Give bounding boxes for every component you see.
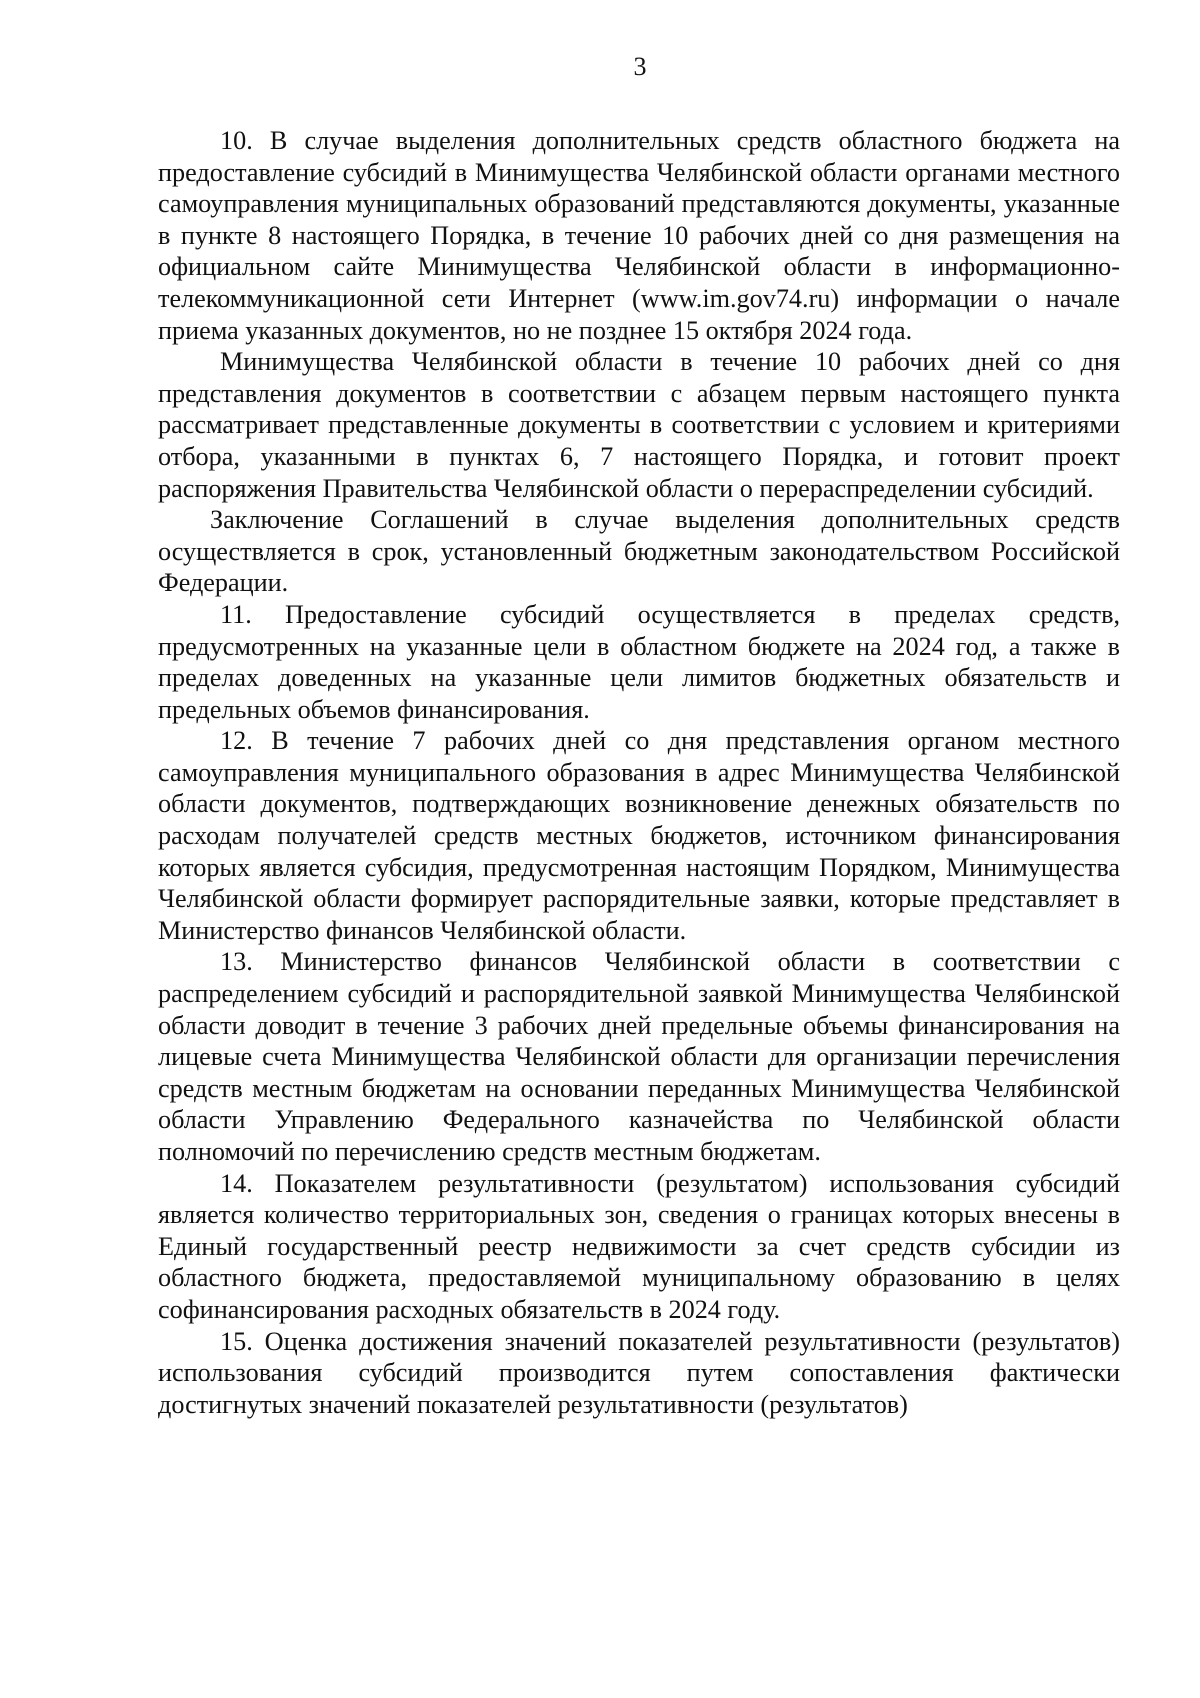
paragraph-10: 10. В случае выделения дополнительных средств областного бюджета на предоставление субсидий в Минимущества Челябинской области органами местного самоуправления муниципальных образований представляются документы, указанные в пункте 8 настоящего Порядка, в течение 10 рабочих дней со дня размещения на официальном сайте Минимущества Челябинской области в информационно-телекоммуникационной сети Интернет (www.im.gov74.ru) информации о начале приема указанных документов, но не позднее 15 октября 2024 года. (158, 126, 1120, 345)
page-number: 3 (633, 52, 647, 81)
paragraph-10-review: Минимущества Челябинской области в течение 10 рабочих дней со дня представления документов в соответствии с абзацем первым настоящего пункта рассматривает представленные документы в соответствии с условием и критериями отбора, указанными в пунктах 6, 7 настоящего Порядка, и готовит проект распоряжения Правительства Челябинской области о перераспределении субсидий. (158, 347, 1120, 503)
paragraph-14: 14. Показателем результативности (результатом) использования субсидий является количество территориальных зон, сведения о границах которых внесены в Единый государственный реестр недвижимости за счет средств субсидии из областного бюджета, предоставляемой муниципальному образованию в целях софинансирования расходных обязательств в 2024 году. (158, 1168, 1120, 1324)
document-body (158, 125, 1120, 1420)
paragraph-10-agreements: Заключение Соглашений в случае выделения дополнительных средств осуществляется в срок, установленный бюджетным законодательством Российской Федерации. (158, 505, 1120, 598)
paragraph-11: 11. Предоставление субсидий осуществляется в пределах средств, предусмотренных на указанные цели в областном бюджете на 2024 год, а также в пределах доведенных на указанные цели лимитов бюджетных обязательств и предельных объемов финансирования. (158, 599, 1120, 724)
paragraph-12: 12. В течение 7 рабочих дней со дня представления органом местного самоуправления муниципального образования в адрес Минимущества Челябинской области документов, подтверждающих возникновение денежных обязательств по расходам получателей средств местных бюджетов, источником финансирования которых является субсидия, предусмотренная настоящим Порядком, Минимущества Челябинской области формирует распорядительные заявки, которые представляет в Министерство финансов Челябинской области. (158, 726, 1120, 945)
paragraph-15: 15. Оценка достижения значений показателей результативности (результатов) использования субсидий производится путем сопоставления фактически достигнутых значений показателей результативности (результатов) (158, 1326, 1120, 1419)
paragraph-13: 13. Министерство финансов Челябинской области в соответствии с распределением субсидий и распорядительной заявкой Минимущества Челябинской области доводит в течение 3 рабочих дней предельные объемы финансирования на лицевые счета Минимущества Челябинской области для организации перечисления средств местным бюджетам на основании переданных Минимущества Челябинской области Управлению Федерального казначейства по Челябинской области полномочий по перечислению средств местным бюджетам. (158, 947, 1120, 1166)
